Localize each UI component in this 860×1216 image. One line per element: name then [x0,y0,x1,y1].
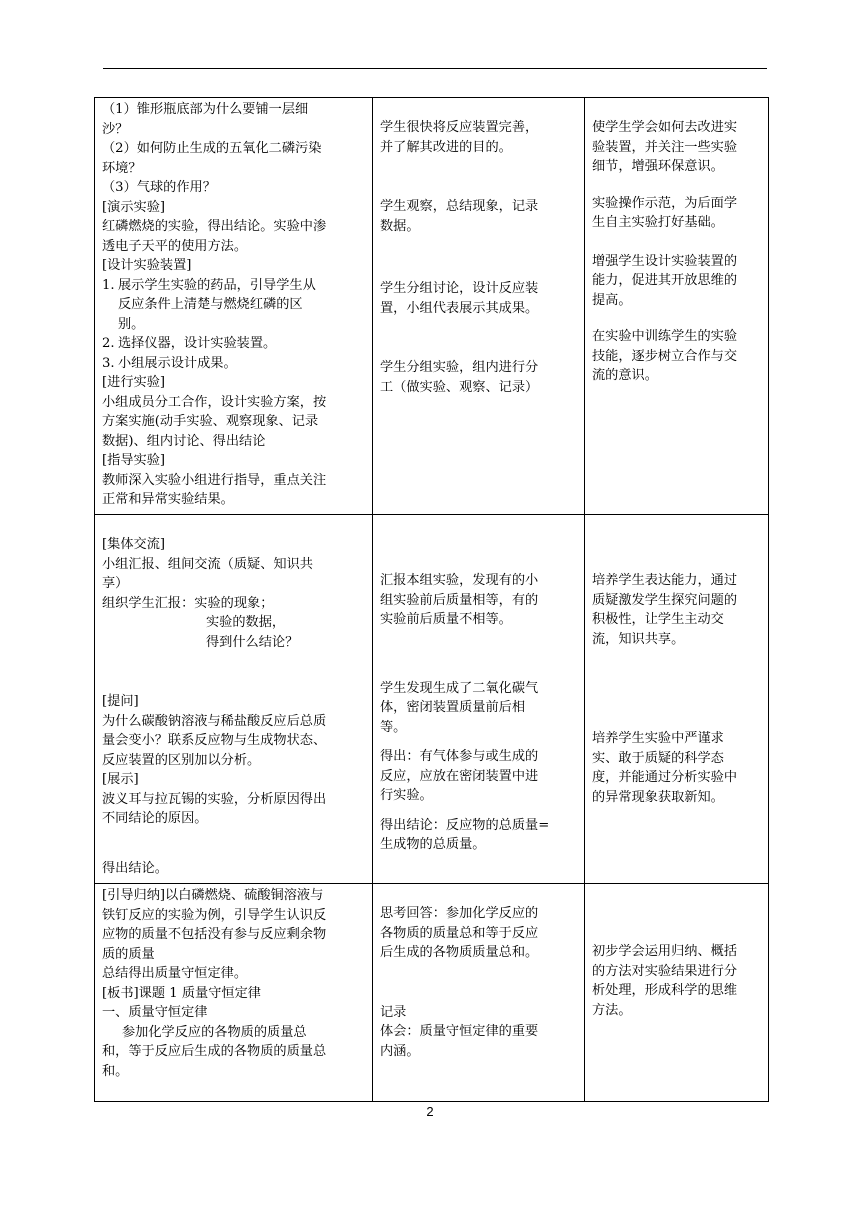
text-line: 培养学生实验中严谨求 [592,731,724,746]
text-line: 总结得出质量守恒定律。 [102,966,248,981]
text-line: 各物质的质量总和等于反应 [380,925,539,941]
section-tag: [展示] [102,772,139,787]
text-line: 汇报本组实验，发现有的小 [380,573,539,588]
text-line: 展示学生实验的药品，引导学生从 [118,277,316,293]
text-line: 初步学会运用归纳、概括 [592,944,738,959]
table-row [95,884,769,1102]
text-line: 和。 [102,1063,129,1079]
text-line: 内涵。 [380,1043,420,1059]
text-line: 数据。 [380,218,420,234]
list-number: 2. [102,336,115,351]
text-line: 学生观察，总结现象，记录 [380,199,539,214]
design-intent-cell [585,515,769,884]
text-line: 置，小组代表展示其成果。 [380,300,539,316]
text-line: 使学生学会如何去改进实 [592,120,738,135]
section-tag: [集体交流] [102,537,166,552]
lesson-plan-table [94,97,769,1102]
section-tag: [进行实验] [102,375,166,390]
text-line: 小组汇报、组间交流（质疑、知识共 [102,556,313,572]
header-rule [103,68,767,69]
text-line: 在实验中训练学生的实验 [592,329,738,344]
text-line: 体，密闭装置质量前后相 [380,700,526,715]
text-line: 小组成员分工合作，设计实验方案，按 [102,394,327,410]
text-line: 实验的数据， [206,615,286,630]
text-line: 量会变小？联系反应物与生成物状态、 [102,733,327,748]
text-line: 生自主实验打好基础。 [592,215,724,230]
text-line: 实验前后质量不相等。 [380,612,512,627]
student-activity-cell [373,884,585,1102]
text-line: 度，并能通过分析实验中 [592,770,738,785]
text-line: 生成物的总质量。 [380,837,486,852]
page-number: 2 [426,1104,434,1119]
text-line: 质的质量 [102,946,155,962]
text-line: 验装置，并关注一些实验 [592,139,738,155]
numbered-item [102,276,366,296]
text-line: 质疑激发学生探究问题的 [592,592,738,608]
text-line: 组实验前后质量相等，有的 [380,592,539,608]
text-line: 环境？ [102,160,142,176]
text-line: 积极性，让学生主动交 [592,612,724,627]
text-line: 流的意识。 [592,368,658,383]
text-line: 数据)、组内讨论、得出结论 [102,433,266,449]
text-line: 等。 [380,719,407,735]
text-line: 思考回答：参加化学反应的 [380,906,539,921]
text-line: 学生发现生成了二氧化碳气 [380,680,539,696]
text-line: 小组展示设计成果。 [118,355,237,371]
section-tag: [板书]课题 1 质量守恒定律 [102,985,261,1001]
text-line: 流，知识共享。 [592,631,685,647]
text-line: 提高。 [592,292,632,308]
text-line: 的异常现象获取新知。 [592,789,724,805]
text-line: 为什么碳酸钠溶液与稀盐酸反应后总质 [102,713,327,729]
text-line: 技能，逐步树立合作与交 [592,348,738,364]
text-line: 培养学生表达能力，通过 [592,573,738,588]
text-line: 行实验。 [380,788,433,803]
text-line: 红磷燃烧的实验，得出结论。实验中渗 [102,219,327,234]
section-tag: [演示实验] [102,199,166,215]
teacher-activity-cell [95,98,373,515]
text-line: 实验操作示范，为后面学 [592,195,738,211]
text-line: 学生分组实验，组内进行分 [380,360,539,375]
text-line: 记录 [380,1004,407,1020]
list-number: 3. [102,355,115,371]
section-tag: [指导实验] [102,453,166,468]
text-line: 工（做实验、观察、记录） [380,379,539,395]
text-line: 学生很快将反应装置完善， [380,120,539,135]
text-line: 一、质量守恒定律 [102,1005,208,1020]
text-line: （3）气球的作用？ [102,180,216,195]
numbered-item [102,334,366,354]
text-line: [引导归纳]以白磷燃烧、硫酸铜溶液与 [102,888,324,903]
text-line: 析处理，形成科学的思维 [592,983,738,998]
text-line: 学生分组讨论，设计反应装 [380,281,539,296]
text-line: 享） [102,576,129,591]
text-line: 教师深入实验小组进行指导，重点关注 [102,472,327,488]
table-row [95,515,769,884]
student-activity-cell [373,98,585,515]
text-line: （2）如何防止生成的五氧化二磷污染 [102,141,322,156]
table-row [95,98,769,515]
design-intent-cell [585,884,769,1102]
text-line: 后生成的各物质质量总和。 [380,945,539,960]
teacher-activity-cell [95,515,373,884]
text-line: 参加化学反应的各物质的质量总 [122,1024,307,1040]
text-line: 应物的质量不包括没有参与反应剩余物 [102,927,327,942]
design-intent-cell [585,98,769,515]
text-line: 反应，应放在密闭装置中进 [380,768,539,784]
text-line: 能力，促进其开放思维的 [592,273,738,288]
teacher-activity-cell [95,884,373,1102]
text-line: 得出结论：反应物的总质量= [380,817,550,833]
text-line: 并了解其改进的目的。 [380,139,512,155]
text-line: 选择仪器，设计实验装置。 [118,336,277,351]
text-line: 和，等于反应后生成的各物质的质量总 [102,1044,327,1059]
numbered-item [102,354,366,374]
text-line: 反应装置的区别加以分析。 [102,752,261,768]
section-tag: [提问] [102,694,139,709]
text-line: 方案实施(动手实验、观察现象、记录 [102,414,319,429]
text-line: 沙？ [102,121,129,137]
list-number: 1. [102,277,115,293]
text-line: 铁钉反应的实验为例，引导学生认识反 [102,907,327,923]
text-line: 得出结论。 [102,860,168,876]
text-line: 反应条件上清楚与燃烧红磷的区 [118,297,303,312]
text-line: 细节，增强环保意识。 [592,159,724,174]
text-line: 得出：有气体参与或生成的 [380,749,539,764]
text-line: 波义耳与拉瓦锡的实验，分析原因得出 [102,791,327,807]
text-line: 得到什么结论？ [206,634,299,650]
text-line: 体会：质量守恒定律的重要 [380,1024,539,1039]
student-activity-cell [373,515,585,884]
text-line: 正常和异常实验结果。 [102,492,234,507]
section-tag: [设计实验装置] [102,258,192,273]
text-line: 的方法对实验结果进行分 [592,963,738,979]
text-line: 方法。 [592,1002,632,1018]
text-line: 透电子天平的使用方法。 [102,238,248,254]
text-line: 别。 [118,316,145,332]
text-line: 不同结论的原因。 [102,811,208,826]
text-line: 增强学生设计实验装置的 [592,253,738,269]
text-line: 实、敢于质疑的科学态 [592,750,724,766]
text-line: 组织学生汇报：实验的现象； [102,595,274,611]
text-line: （1）锥形瓶底部为什么要铺一层细 [102,102,309,117]
